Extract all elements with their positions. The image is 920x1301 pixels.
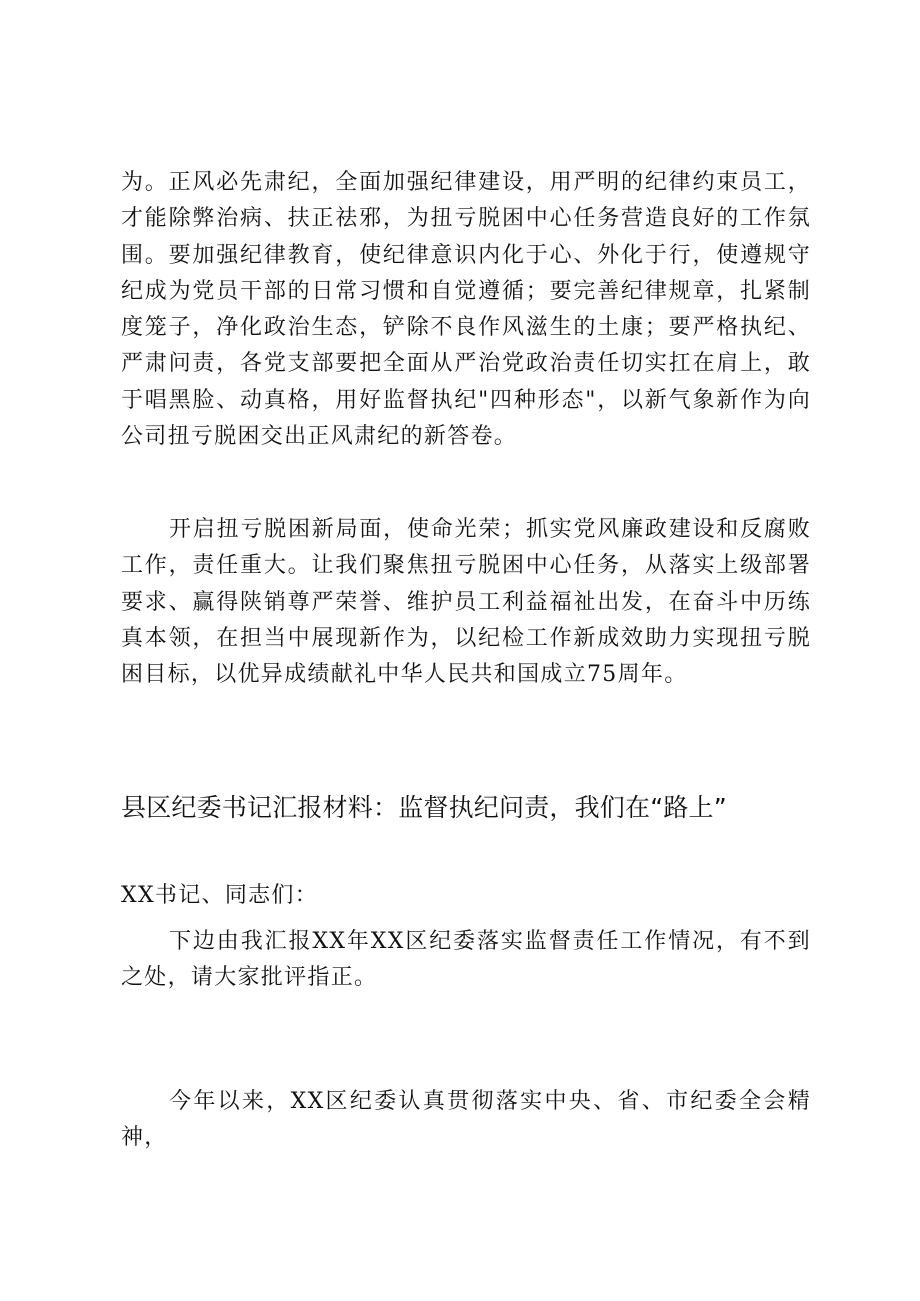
paragraph-intro: 下边由我汇报XX年XX区纪委落实监督责任工作情况，有不到之处，请大家批评指正。: [121, 929, 811, 991]
greeting-line: XX书记、同志们：: [121, 883, 319, 908]
paragraph-continued: 为。正风必先肃纪，全面加强纪律建设，用严明的纪律约束员工，才能除弊治病、扶正祛邪，为扭亏脱困中心任务营造良好的工作氛围。要加强纪律教育，使纪律意识内化于心、外化于行，使遵规守纪成为党员干部的日常习惯和自觉遵循；要完善纪律规章，扎紧制度笼子，净化政治生态，铲除不良作风滋生的土康；要严格执纪、严肃问责，各党支部要把全面从严治党政治责任切实扛在肩上，敢于唱黑脸、动真格，用好监督执纪"四种形态"，以新气象新作为向公司扭亏脱困交出正风肃纪的新答卷。: [121, 170, 811, 450]
paragraph-closing: 开启扭亏脱困新局面，使命光荣；抓实党风廉政建设和反腐败工作，责任重大。让我们聚焦扭亏脱困中心任务，从落实上级部署要求、赢得陕销尊严荣誉、维护员工利益福祉出发，在奋斗中历练真本领，在担当中展现新作为，以纪检工作新成效助力实现扭亏脱困目标，以优异成绩献礼中华人民共和国成立75周年。: [121, 517, 811, 688]
section-title: 县区纪委书记汇报材料：监督执纪问责，我们在“路上”: [121, 793, 727, 822]
paragraph-body-start: 今年以来，XX区纪委认真贯彻落实中央、省、市纪委全会精神，: [121, 1089, 811, 1151]
